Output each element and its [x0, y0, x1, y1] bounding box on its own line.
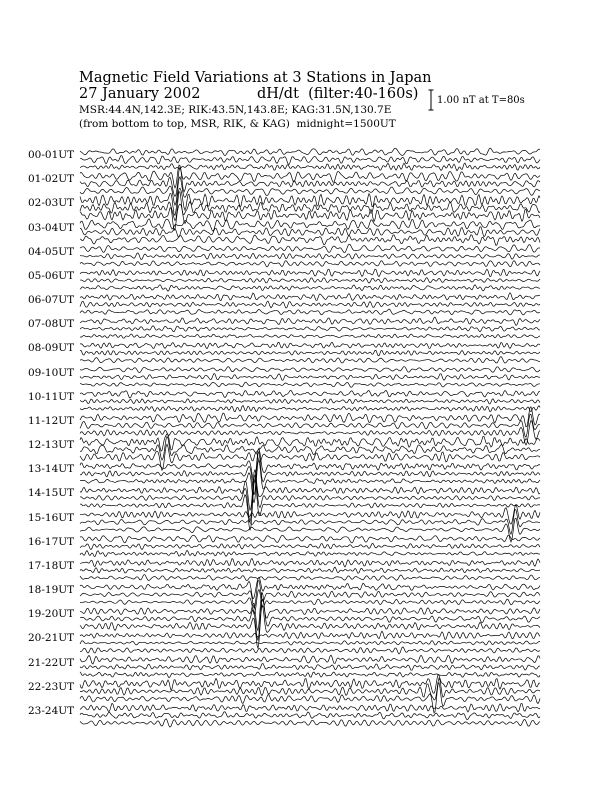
trace-14-15UT-MSR	[80, 479, 540, 530]
trace-00-01UT-MSR	[80, 163, 540, 171]
trace-21-22UT-MSR	[80, 672, 540, 678]
trace-10-11UT-KAG	[80, 390, 540, 398]
hour-label-12-13UT: 12-13UT	[28, 439, 75, 452]
trace-06-07UT-KAG	[80, 293, 540, 301]
trace-05-06UT-RIK	[80, 278, 540, 283]
midnight-label: midnight=1500UT	[296, 118, 396, 130]
trace-20-21UT-RIK	[80, 641, 540, 646]
trace-04-05UT-MSR	[80, 261, 540, 267]
trace-07-08UT-MSR	[80, 334, 540, 338]
trace-20-21UT-MSR	[80, 647, 540, 654]
hour-label-20-21UT: 20-21UT	[28, 632, 75, 645]
hour-label-02-03UT: 02-03UT	[28, 197, 75, 210]
trace-01-02UT-RIK	[80, 167, 540, 197]
chart-title: Magnetic Field Variations at 3 Stations in Japan	[79, 70, 432, 86]
hour-label-13-14UT: 13-14UT	[28, 463, 75, 476]
trace-08-09UT-KAG	[80, 342, 540, 348]
trace-06-07UT-MSR	[80, 309, 540, 315]
trace-13-14UT-RIK	[80, 452, 540, 495]
hour-label-03-04UT: 03-04UT	[28, 221, 75, 234]
chart-date: 27 January 2002	[79, 86, 201, 102]
trace-16-17UT-KAG	[80, 535, 540, 543]
hour-label-17-18UT: 17-18UT	[28, 559, 75, 572]
trace-23-24UT-RIK	[80, 712, 540, 720]
trace-00-01UT-KAG	[80, 148, 540, 155]
hour-label-11-12UT: 11-12UT	[28, 414, 75, 427]
filter-label: (filter:40-160s)	[308, 86, 419, 102]
trace-03-04UT-KAG	[80, 219, 540, 231]
order-label: (from bottom to top, MSR, RIK, & KAG)	[79, 118, 290, 130]
trace-05-06UT-KAG	[80, 269, 540, 277]
hour-label-14-15UT: 14-15UT	[28, 487, 75, 500]
hour-label-04-05UT: 04-05UT	[28, 245, 75, 258]
trace-08-09UT-RIK	[80, 350, 540, 355]
scale-label: 1.00 nT at T=80s	[437, 95, 525, 106]
hour-label-21-22UT: 21-22UT	[28, 656, 75, 669]
trace-08-09UT-MSR	[80, 357, 540, 364]
trace-17-18UT-MSR	[80, 575, 540, 581]
trace-16-17UT-RIK	[80, 544, 540, 550]
trace-04-05UT-RIK	[80, 253, 540, 260]
trace-07-08UT-KAG	[80, 317, 540, 325]
trace-07-08UT-RIK	[80, 326, 540, 332]
hour-label-08-09UT: 08-09UT	[28, 342, 75, 355]
trace-18-19UT-RIK	[80, 580, 540, 608]
trace-17-18UT-RIK	[80, 567, 540, 573]
trace-00-01UT-RIK	[80, 156, 540, 165]
hour-label-16-17UT: 16-17UT	[28, 535, 75, 548]
trace-23-24UT-MSR	[80, 719, 540, 727]
hour-label-15-16UT: 15-16UT	[28, 511, 75, 524]
trace-19-20UT-KAG	[80, 592, 540, 630]
station-coordinates: MSR:44.4N,142.3E; RIK:43.5N,143.8E; KAG:31.5N,130.7E	[79, 104, 392, 116]
trace-09-10UT-KAG	[80, 366, 540, 372]
trace-10-11UT-MSR	[80, 405, 540, 411]
trace-05-06UT-MSR	[80, 285, 540, 292]
trace-09-10UT-MSR	[80, 382, 540, 387]
hour-label-23-24UT: 23-24UT	[28, 704, 75, 717]
trace-16-17UT-MSR	[80, 550, 540, 556]
trace-19-20UT-RIK	[80, 599, 540, 640]
hour-label-22-23UT: 22-23UT	[28, 680, 75, 693]
trace-09-10UT-RIK	[80, 373, 540, 380]
trace-02-03UT-RIK	[80, 192, 540, 221]
trace-23-24UT-KAG	[80, 703, 540, 712]
trace-22-23UT-RIK	[80, 678, 540, 700]
hour-label-19-20UT: 19-20UT	[28, 608, 75, 621]
hour-label-18-19UT: 18-19UT	[28, 584, 75, 597]
quantity-label: dH/dt	[257, 86, 299, 102]
trace-06-07UT-RIK	[80, 301, 540, 308]
trace-18-19UT-MSR	[80, 589, 540, 614]
hour-label-07-08UT: 07-08UT	[28, 318, 75, 331]
trace-10-11UT-RIK	[80, 399, 540, 404]
trace-03-04UT-MSR	[80, 235, 540, 246]
trace-17-18UT-KAG	[80, 558, 540, 567]
hour-label-10-11UT: 10-11UT	[28, 390, 75, 403]
trace-21-22UT-RIK	[80, 664, 540, 671]
hour-label-00-01UT: 00-01UT	[28, 149, 75, 161]
hour-label-01-02UT: 01-02UT	[28, 173, 75, 186]
trace-20-21UT-KAG	[80, 631, 540, 639]
trace-13-14UT-KAG	[80, 448, 540, 483]
trace-04-05UT-KAG	[80, 244, 540, 252]
hour-label-09-10UT: 09-10UT	[28, 366, 75, 379]
hour-label-06-07UT: 06-07UT	[28, 294, 75, 307]
hour-label-05-06UT: 05-06UT	[28, 269, 75, 282]
trace-21-22UT-KAG	[80, 655, 540, 664]
